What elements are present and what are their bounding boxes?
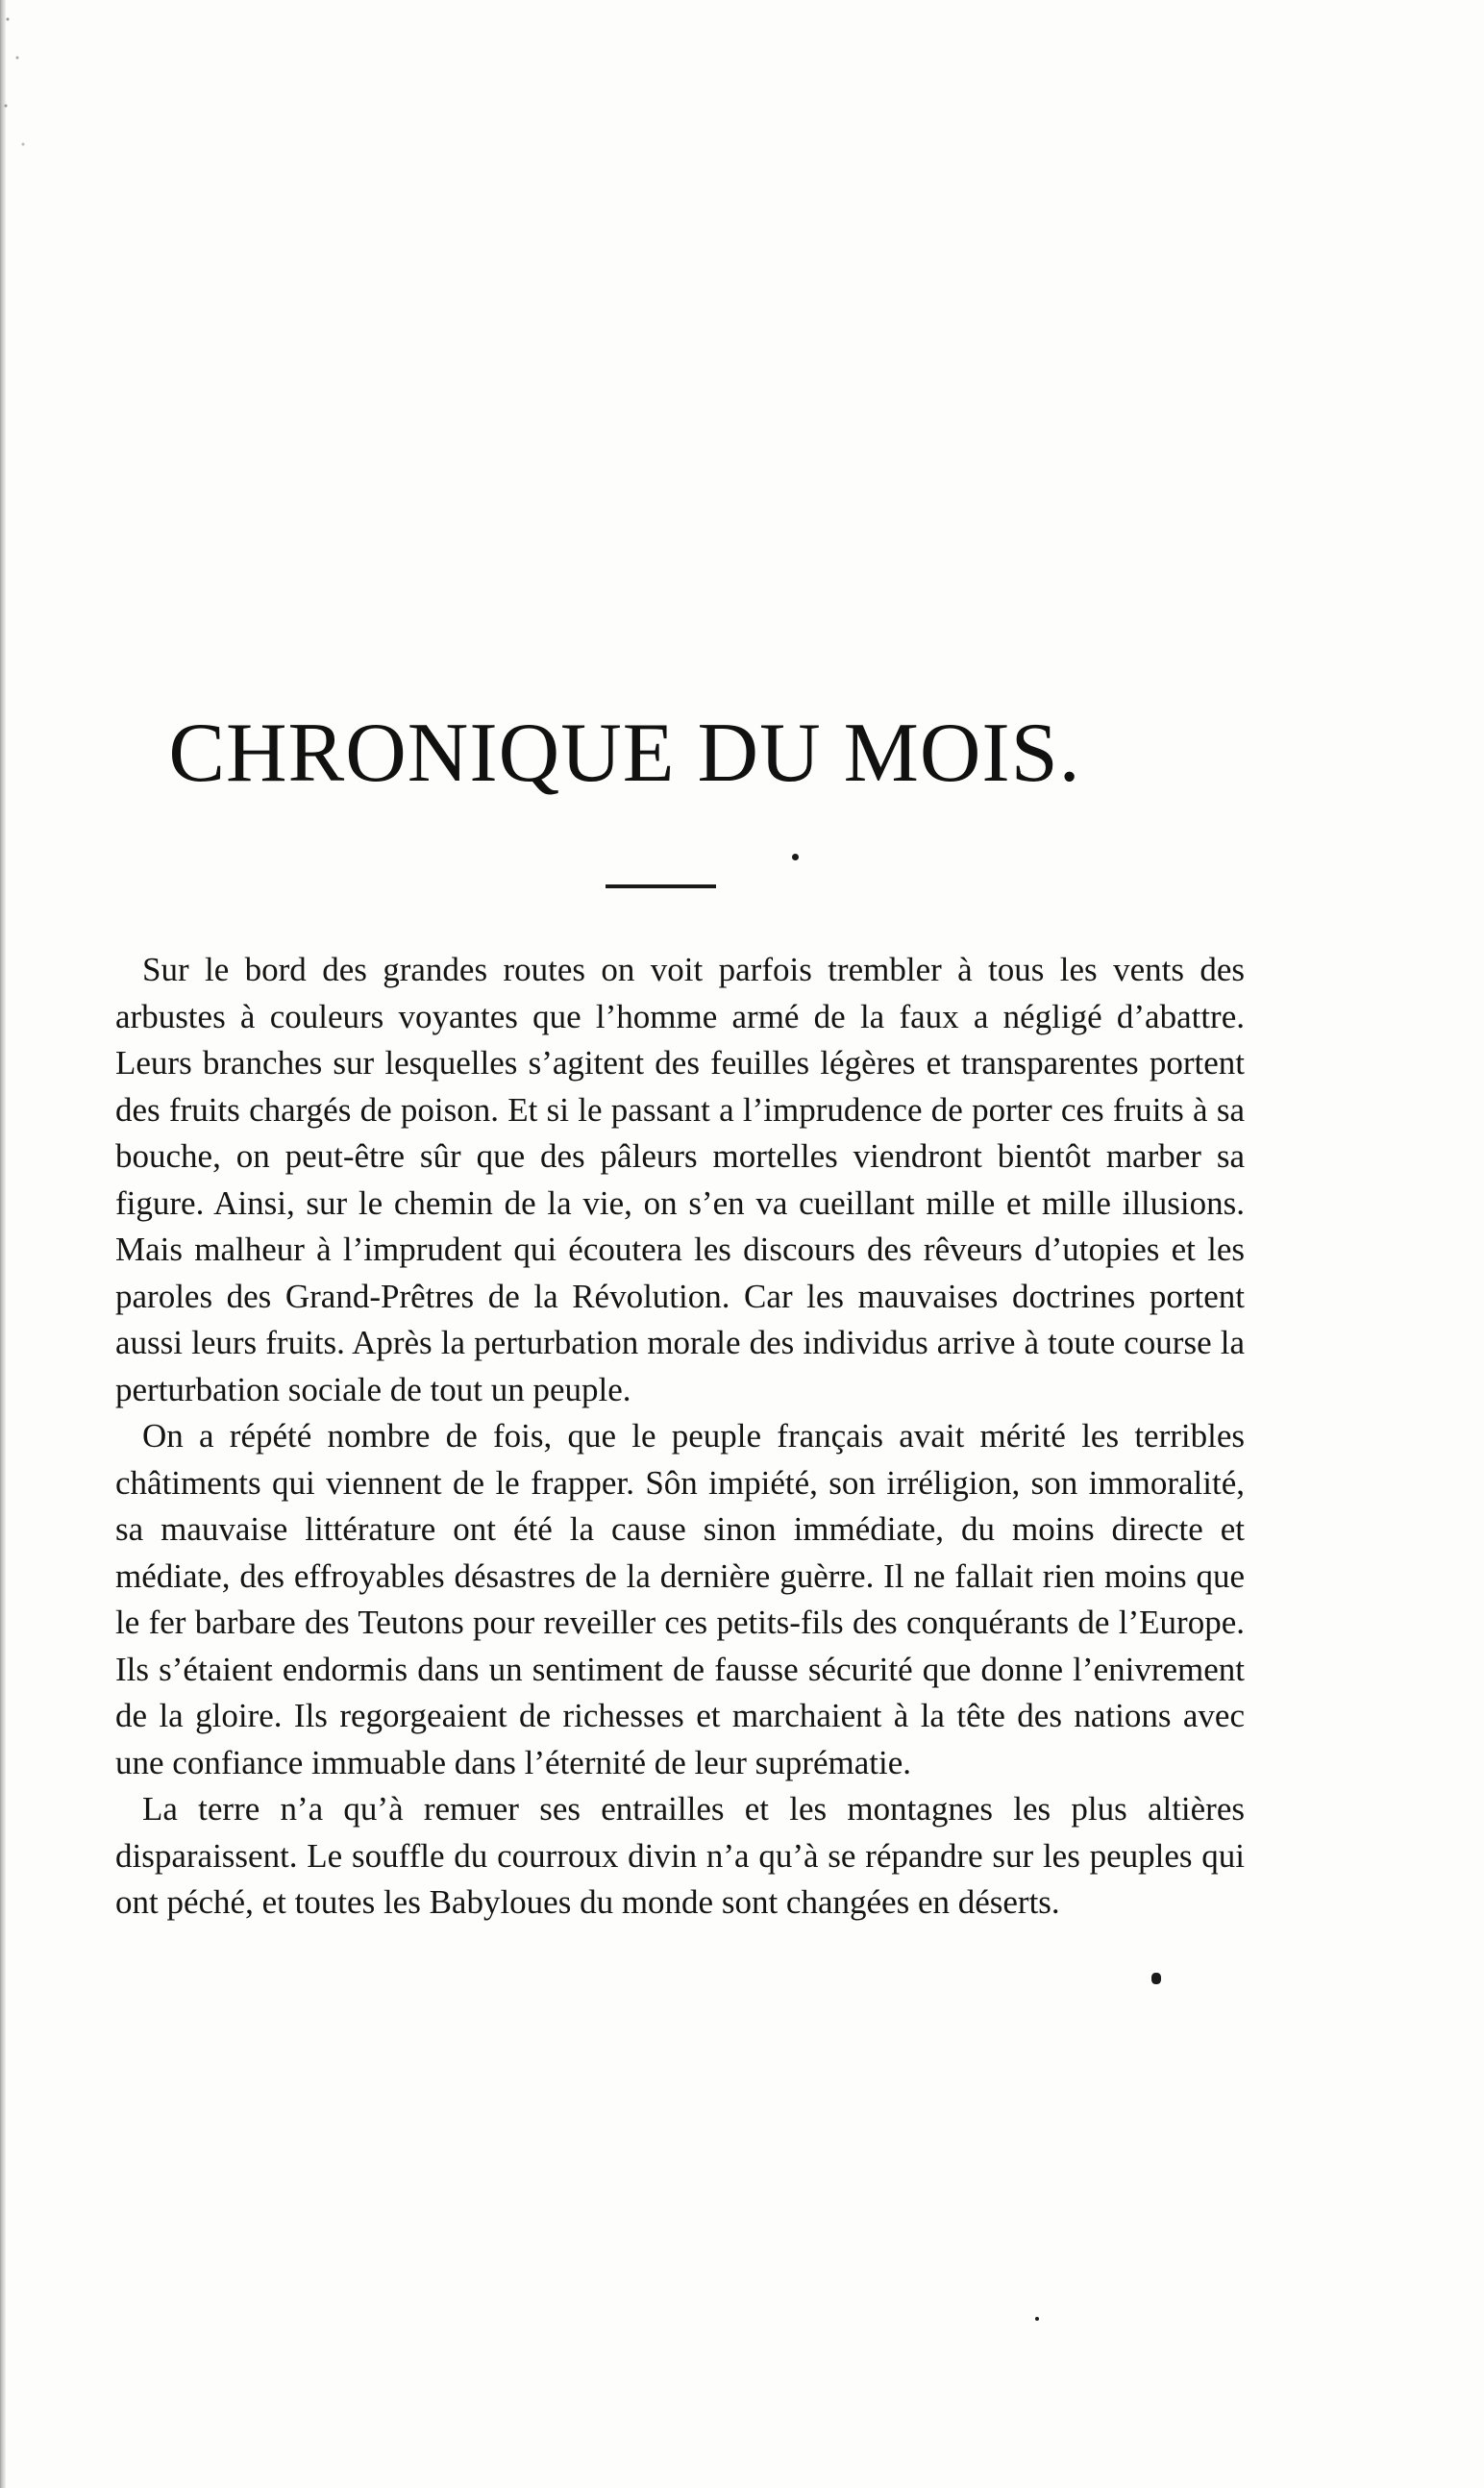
paragraph-3: La terre n’a qu’à remuer ses entrailles et les montagnes les plus altières disparaissent. Le souffle du courroux divin n’a qu’à se répandre sur les peuples qui ont péché, et toutes les Babyloues du monde sont changées en déserts.: [115, 1790, 1245, 1921]
chapter-title: CHRONIQUE DU MOIS.: [168, 707, 1081, 800]
title-rule: [606, 884, 716, 888]
ink-speck: [792, 854, 799, 860]
page-edge-shadow: [0, 0, 6, 2488]
paper-speckle: [0, 0, 38, 173]
ink-speck: [1035, 2317, 1039, 2321]
ink-speck: [1151, 1973, 1161, 1984]
body-text: [115, 947, 1245, 1927]
paragraph-1: Sur le bord des grandes routes on voit parfois trembler à tous les vents des arbustes à couleurs voyantes que l’homme armé de la faux a négligé d’abattre. Leurs branches sur lesquelles s’agitent des feuilles légères et transparentes portent des fruits chargés de poison. Et si le passant a l’imprudence de porter ces fruits à sa bouche, on peut-être sûr que des pâleurs mortelles viendront bientôt marber sa figure. Ainsi, sur le chemin de la vie, on s’en va cueillant mille et mille illusions. Mais malheur à l’imprudent qui écoutera les discours des rêveurs d’utopies et les paroles des Grand-Prêtres de la Révolution. Car les mauvaises doctrines portent aussi leurs fruits. Après la perturbation morale des individus arrive à toute course la perturbation sociale de tout un peuple.: [115, 951, 1245, 1408]
paragraph-2: On a répété nombre de fois, que le peuple français avait mérité les terribles châtiments qui viennent de le frapper. Sôn impiété, son irréligion, son immoralité, sa mauvaise littérature ont été la cause sinon immédiate, du moins directe et médiate, des effroyables désastres de la dernière guèrre. Il ne fallait rien moins que le fer barbare des Teutons pour reveiller ces petits-fils des conquérants de l’Europe. Ils s’étaient endormis dans un sentiment de fausse sécurité que donne l’enivrement de la gloire. Ils regorgeaient de richesses et marchaient à la tête des nations avec une confiance immuable dans l’éternité de leur suprématie.: [115, 1417, 1245, 1781]
